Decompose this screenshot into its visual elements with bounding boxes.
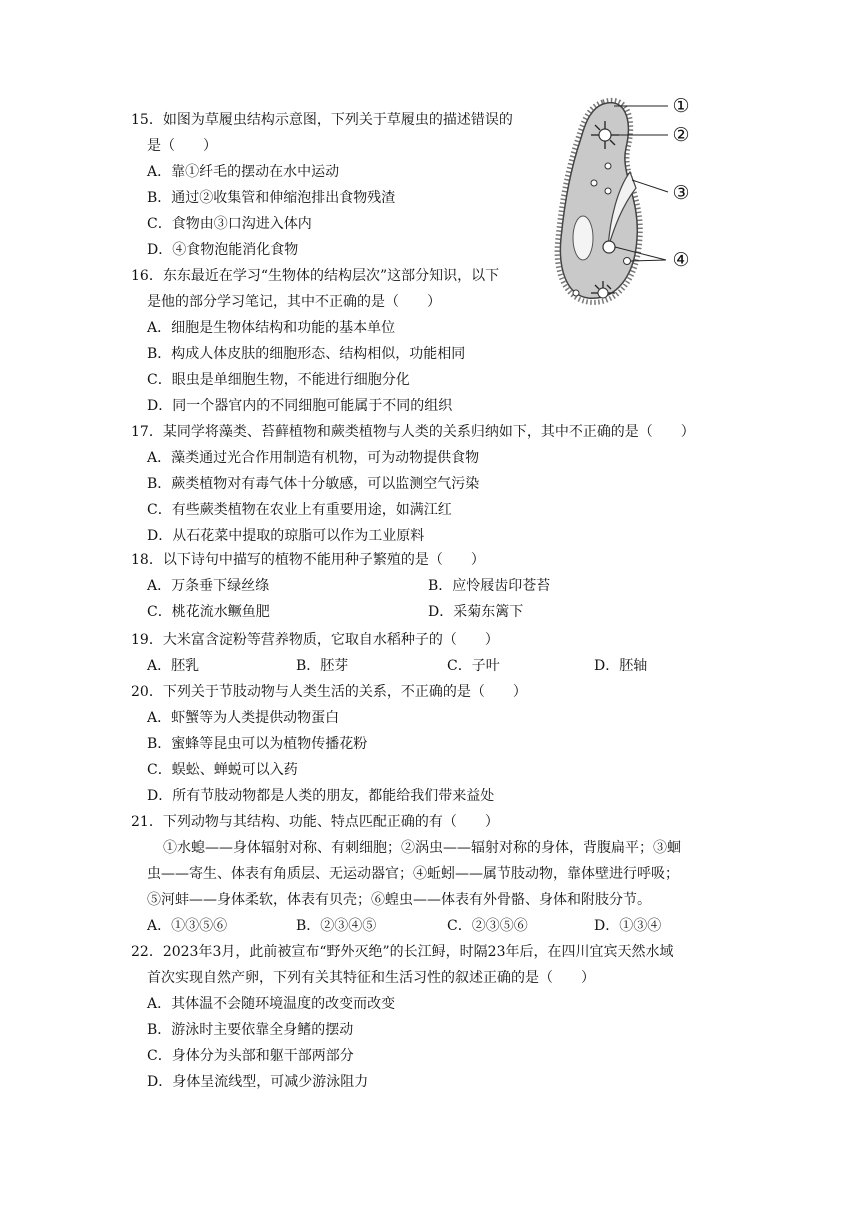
q16-option-d: D．同一个器官内的不同细胞可能属于不同的组织 [147, 398, 453, 414]
q22-stem-cont: 首次实现自然产卵，下列有关其特征和生活习性的叙述正确的是（ ） [147, 970, 595, 986]
label-2: ② [672, 124, 690, 146]
q15-option-c: C．食物由③口沟进入体内 [147, 216, 312, 232]
paramecium-figure [548, 88, 708, 318]
q21-option-b: B．②③④⑤ [296, 918, 377, 934]
q16-option-c: C．眼虫是单细胞生物，不能进行细胞分化 [147, 372, 410, 388]
q22-option-a: A．其体温不会随环境温度的改变而改变 [147, 996, 396, 1012]
q16-stem-cont: 是他的部分学习笔记，其中不正确的是（ ） [147, 294, 441, 310]
q22-option-b: B．游泳时主要依靠全身鳍的摆动 [147, 1022, 354, 1038]
q16-option-a: A．细胞是生物体结构和功能的基本单位 [147, 320, 396, 336]
q21-body-line-1: ①水螅——身体辐射对称、有刺细胞；②涡虫——辐射对称的身体，背腹扁平；③蛔 [163, 840, 681, 856]
q19-option-c: C．子叶 [447, 658, 500, 674]
q18-option-d: D．采菊东篱下 [428, 604, 524, 620]
q20-option-a: A．虾蟹等为人类提供动物蛋白 [147, 710, 340, 726]
q21-option-a: A．①③⑤⑥ [147, 918, 228, 934]
q15-stem-cont: 是（ ） [147, 138, 217, 154]
q19-stem: 19．大米富含淀粉等营养物质，它取自水稻种子的（ ） [131, 632, 499, 648]
q15-option-a: A．靠①纤毛的摆动在水中运动 [147, 164, 340, 180]
q19-option-d: D．胚轴 [594, 658, 648, 674]
q21-body-line-3: ⑤河蚌——身体柔软，体表有贝壳；⑥蝗虫——体表有外骨骼、身体和附肢分节。 [147, 892, 651, 908]
q18-option-a: A．万条垂下绿丝绦 [147, 578, 270, 594]
q16-stem: 16．东东最近在学习“生物体的结构层次”这部分知识，以下 [131, 268, 500, 284]
q22-option-d: D．身体呈流线型，可减少游泳阻力 [147, 1074, 369, 1090]
q21-option-d: D．①③④ [594, 918, 662, 934]
label-3: ③ [672, 182, 690, 204]
q17-stem: 17．某同学将藻类、苔藓植物和蕨类植物与人类的关系归纳如下，其中不正确的是（ ） [131, 424, 695, 440]
q18-option-b: B．应怜屐齿印苍苔 [428, 578, 551, 594]
q21-stem: 21．下列动物与其结构、功能、特点匹配正确的有（ ） [131, 814, 499, 830]
paramecium-diagram [548, 88, 708, 318]
q22-stem: 22．2023年3月，此前被宣布“野外灭绝”的长江鲟，时隔23年后，在四川宜宾天然水域 [131, 944, 674, 960]
q17-option-d: D．从石花菜中提取的琼脂可以作为工业原料 [147, 528, 425, 544]
q16-option-b: B．构成人体皮肤的细胞形态、结构相似，功能相同 [147, 346, 466, 362]
q21-body-line-2: 虫——寄生、体表有角质层、无运动器官；④蚯蚓——属节肢动物，靠体壁进行呼吸； [147, 866, 679, 882]
q18-stem: 18．以下诗句中描写的植物不能用种子繁殖的是（ ） [131, 552, 485, 568]
q20-option-b: B．蜜蜂等昆虫可以为植物传播花粉 [147, 736, 368, 752]
q20-option-d: D．所有节肢动物都是人类的朋友，都能给我们带来益处 [147, 788, 495, 804]
q18-option-c: C．桃花流水鳜鱼肥 [147, 604, 270, 620]
q20-stem: 20．下列关于节肢动物与人类生活的关系，不正确的是（ ） [131, 684, 527, 700]
q20-option-c: C．蜈蚣、蝉蜕可以入药 [147, 762, 298, 778]
label-4: ④ [672, 249, 690, 271]
q22-option-c: C．身体分为头部和躯干部两部分 [147, 1048, 354, 1064]
q17-option-c: C．有些蕨类植物在农业上有重要用途，如满江红 [147, 502, 452, 518]
q17-option-a: A．藻类通过光合作用制造有机物，可为动物提供食物 [147, 450, 480, 466]
q19-option-b: B．胚芽 [296, 658, 349, 674]
label-1: ① [672, 95, 690, 117]
q19-option-a: A．胚乳 [147, 658, 200, 674]
q15-option-b: B．通过②收集管和伸缩泡排出食物残渣 [147, 190, 396, 206]
q21-option-c: C．②③⑤⑥ [447, 918, 528, 934]
q15-stem: 15．如图为草履虫结构示意图，下列关于草履虫的描述错误的 [131, 112, 513, 128]
q15-option-d: D．④食物泡能消化食物 [147, 242, 299, 258]
q17-option-b: B．蕨类植物对有毒气体十分敏感，可以监测空气污染 [147, 476, 480, 492]
